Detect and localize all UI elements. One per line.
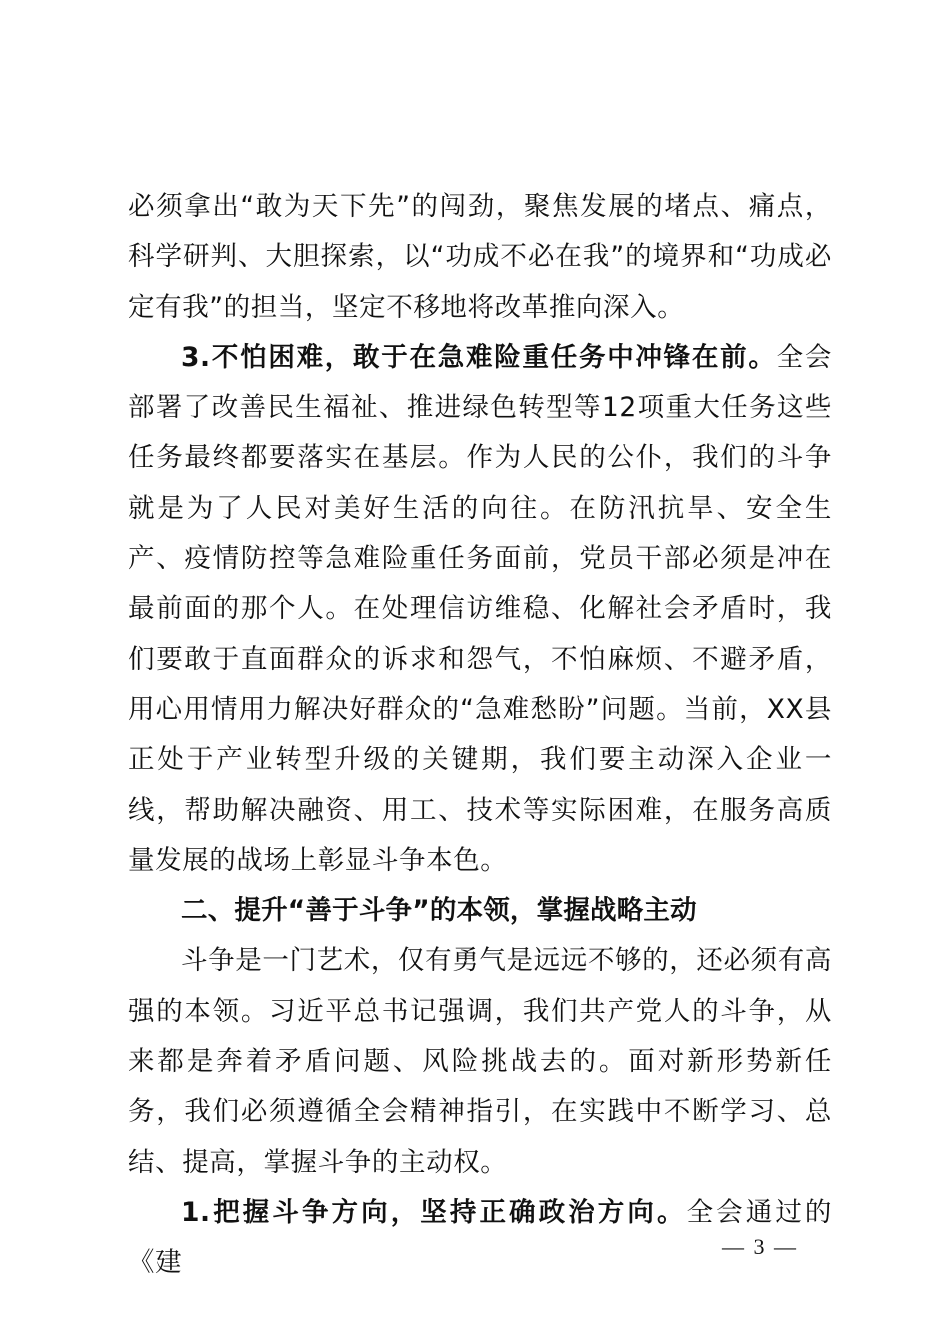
page-number: — 3 — bbox=[722, 1234, 798, 1259]
point-1-lead: 1.把握斗争方向，坚持正确政治方向。 bbox=[181, 1196, 687, 1228]
section-heading-2: 二、提升“善于斗争”的本领，掌握战略主动 bbox=[181, 895, 697, 927]
paragraph-continuation: 必须拿出“敢为天下先”的闯劲，聚焦发展的堵点、痛点，科学研判、大胆探索，以“功成不必在我”的境界和“功成必定有我”的担当，坚定不移地将改革推向深入。 bbox=[128, 191, 832, 323]
point-1-body: 全会通过的《建 bbox=[128, 1196, 833, 1279]
paragraph-section-2-intro: 斗争是一门艺术，仅有勇气是远远不够的，还必须有高强的本领。习近平总书记强调，我们共产党人的斗争，从来都是奔着矛盾问题、风险挑战去的。面对新形势新任务，我们必须遵循全会精神指引，在实践中不断学习、总结、提高，掌握斗争的主动权。 bbox=[128, 945, 832, 1178]
point-3-lead: 3.不怕困难，敢于在急难险重任务中冲锋在前。 bbox=[181, 341, 777, 373]
document-body bbox=[128, 182, 832, 1289]
point-3-body: 全会部署了改善民生福祉、推进绿色转型等12项重大任务这些任务最终都要落实在基层。作为人民的公仆，我们的斗争就是为了人民对美好生活的向往。在防汛抗旱、安全生产、疫情防控等急难险重任务面前，党员干部必须是冲在最前面的那个人。在处理信访维稳、化解社会矛盾时，我们要敢于直面群众的诉求和怨气，不怕麻烦、不避矛盾，用心用情用力解决好群众的“急难愁盼”问题。当前，XX县正处于产业转型升级的关键期，我们要主动深入企业一线，帮助解决融资、用工、技术等实际困难，在服务高质量发展的战场上彰显斗争本色。 bbox=[128, 341, 832, 876]
paragraph-point-3 bbox=[128, 333, 832, 886]
